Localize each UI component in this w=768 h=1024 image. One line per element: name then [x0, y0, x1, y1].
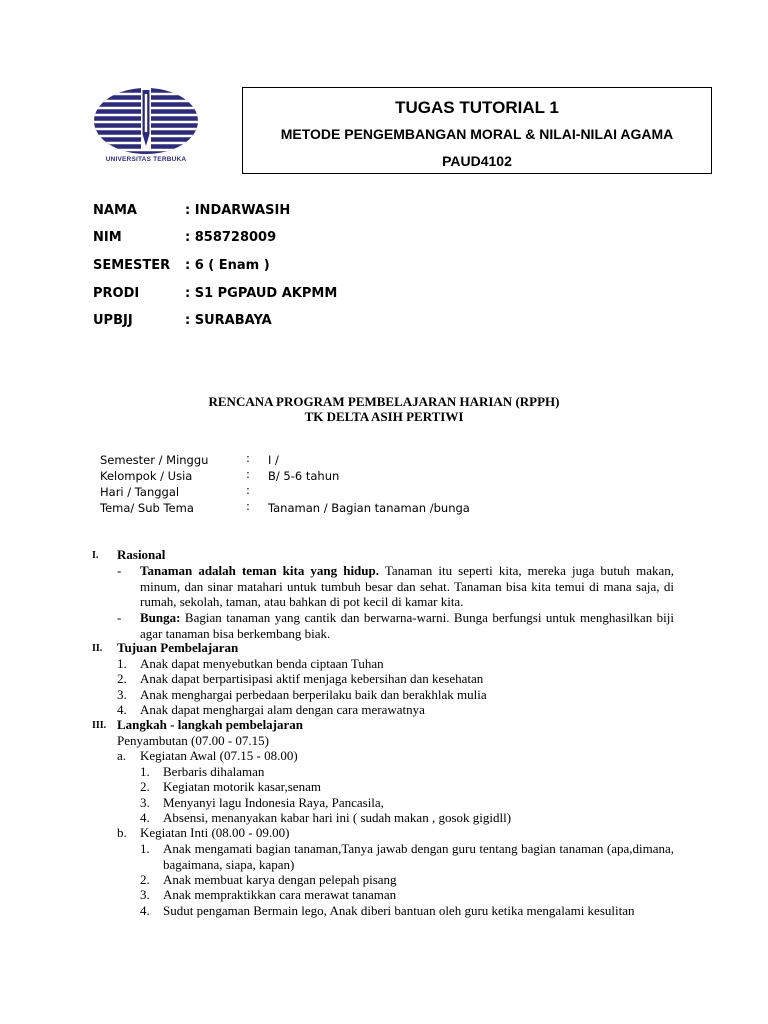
- list-number: 4.: [140, 903, 150, 918]
- info-label: Hari / Tanggal: [100, 485, 180, 499]
- university-logo: [92, 86, 200, 166]
- list-number: 2.: [140, 872, 150, 887]
- section-title: Tujuan Pembelajaran: [117, 640, 239, 655]
- list-number: 2.: [117, 671, 127, 686]
- list-item: Anak menghargai perbedaan berperilaku baik dan berakhlak mulia: [140, 687, 487, 702]
- rpph-title: RENCANA PROGRAM PEMBELAJARAN HARIAN (RPPH): [208, 394, 560, 409]
- list-item: Sudut pengaman Bermain lego, Anak diberi bantuan oleh guru ketika mengalami kesulitan: [163, 903, 635, 918]
- section-title: Langkah - langkah pembelajaran: [117, 717, 304, 732]
- list-number: 1.: [140, 764, 150, 779]
- list-number: 3.: [117, 687, 127, 702]
- section-numeral: I.: [92, 550, 99, 561]
- list-number: 2.: [140, 779, 150, 794]
- info-label: Semester / Minggu: [100, 453, 209, 467]
- list-number: 4.: [117, 702, 127, 717]
- identity-label: NAMA: [93, 203, 137, 218]
- info-value: Tanaman / Bagian tanaman /bunga: [268, 501, 470, 515]
- list-item: Kegiatan motorik kasar,senam: [163, 779, 321, 794]
- list-letter: a.: [117, 748, 127, 763]
- identity-label: UPBJJ: [93, 313, 133, 328]
- course-code: PAUD4102: [442, 153, 512, 169]
- list-number: 4.: [140, 810, 150, 825]
- section-numeral: II.: [92, 643, 103, 654]
- list-item: Anak membuat karya dengan pelepah pisang: [163, 872, 397, 887]
- info-value: B/ 5-6 tahun: [268, 469, 340, 483]
- rationale-paragraph: [140, 563, 674, 610]
- assignment-title: TUGAS TUTORIAL 1: [395, 98, 559, 117]
- school-name: TK DELTA ASIH PERTIWI: [304, 409, 464, 424]
- list-number: 3.: [140, 795, 150, 810]
- rationale-text: Tanaman itu seperti kita, mereka juga butuh makan, minum, dan sinar matahari untuk tumbuh besar dan sehat. Tanaman bisa kita temui di mana saja, di rumah, sekolah, taman, atau bahkan di pot kecil di kamar kita.: [140, 563, 674, 609]
- list-item: Anak dapat berpartisipasi aktif menjaga kebersihan dan kesehatan: [140, 671, 484, 686]
- list-item: Anak mengamati bagian tanaman,Tanya jawab dengan guru tentang bagian tanaman (apa,dimana, bagaimana, siapa, kapan): [163, 841, 674, 872]
- identity-value: : 6 ( Enam ): [185, 258, 270, 273]
- activity-title: Kegiatan Awal (07.15 - 08.00): [140, 748, 298, 763]
- identity-label: NIM: [93, 230, 122, 245]
- list-item: Anak mempraktikkan cara merawat tanaman: [163, 887, 397, 902]
- identity-label: SEMESTER: [93, 258, 171, 273]
- list-number: 3.: [140, 887, 150, 902]
- list-item: Berbaris dihalaman: [163, 764, 265, 779]
- assignment-title-box: [242, 87, 712, 174]
- info-colon: :: [246, 483, 250, 497]
- info-colon: :: [246, 451, 250, 465]
- list-number: 1.: [117, 656, 127, 671]
- info-label: Kelompok / Usia: [100, 469, 193, 483]
- university-name: UNIVERSITAS TERBUKA: [105, 156, 187, 163]
- info-value: I /: [268, 453, 279, 467]
- section-title: Rasional: [117, 547, 166, 562]
- info-colon: :: [246, 467, 250, 481]
- university-emblem-icon: [92, 86, 200, 156]
- list-item: Absensi, menanyakan kabar hari ini ( sudah makan , gosok gigidll): [163, 810, 512, 825]
- bullet-dash: -: [117, 563, 122, 578]
- identity-value: : S1 PGPAUD AKPMM: [185, 286, 338, 301]
- rationale-lead: Bunga:: [140, 610, 181, 625]
- rationale-paragraph: [140, 610, 674, 641]
- list-number: 1.: [140, 841, 150, 856]
- bullet-dash: -: [117, 610, 122, 625]
- course-name: METODE PENGEMBANGAN MORAL & NILAI-NILAI AGAMA: [280, 126, 674, 142]
- list-item: Anak dapat menghargai alam dengan cara merawatnya: [140, 702, 425, 717]
- section-numeral: III.: [92, 720, 107, 731]
- identity-value: : SURABAYA: [185, 313, 272, 328]
- list-item: Menyanyi lagu Indonesia Raya, Pancasila,: [163, 795, 384, 810]
- identity-value: : 858728009: [185, 230, 277, 245]
- rationale-text: Bagian tanaman yang cantik dan berwarna-warni. Bunga berfungsi untuk menghasilkan biji agar tanaman bisa berkembang biak.: [140, 610, 674, 641]
- identity-label: PRODI: [93, 286, 140, 301]
- rationale-lead: Tanaman adalah teman kita yang hidup.: [140, 563, 379, 578]
- opening-activity: Penyambutan (07.00 - 07.15): [117, 733, 270, 748]
- info-colon: :: [246, 499, 250, 513]
- activity-title: Kegiatan Inti (08.00 - 09.00): [140, 825, 290, 840]
- identity-value: : INDARWASIH: [185, 203, 291, 218]
- info-label: Tema/ Sub Tema: [100, 501, 194, 515]
- list-item: Anak dapat menyebutkan benda ciptaan Tuhan: [140, 656, 384, 671]
- list-letter: b.: [117, 825, 127, 840]
